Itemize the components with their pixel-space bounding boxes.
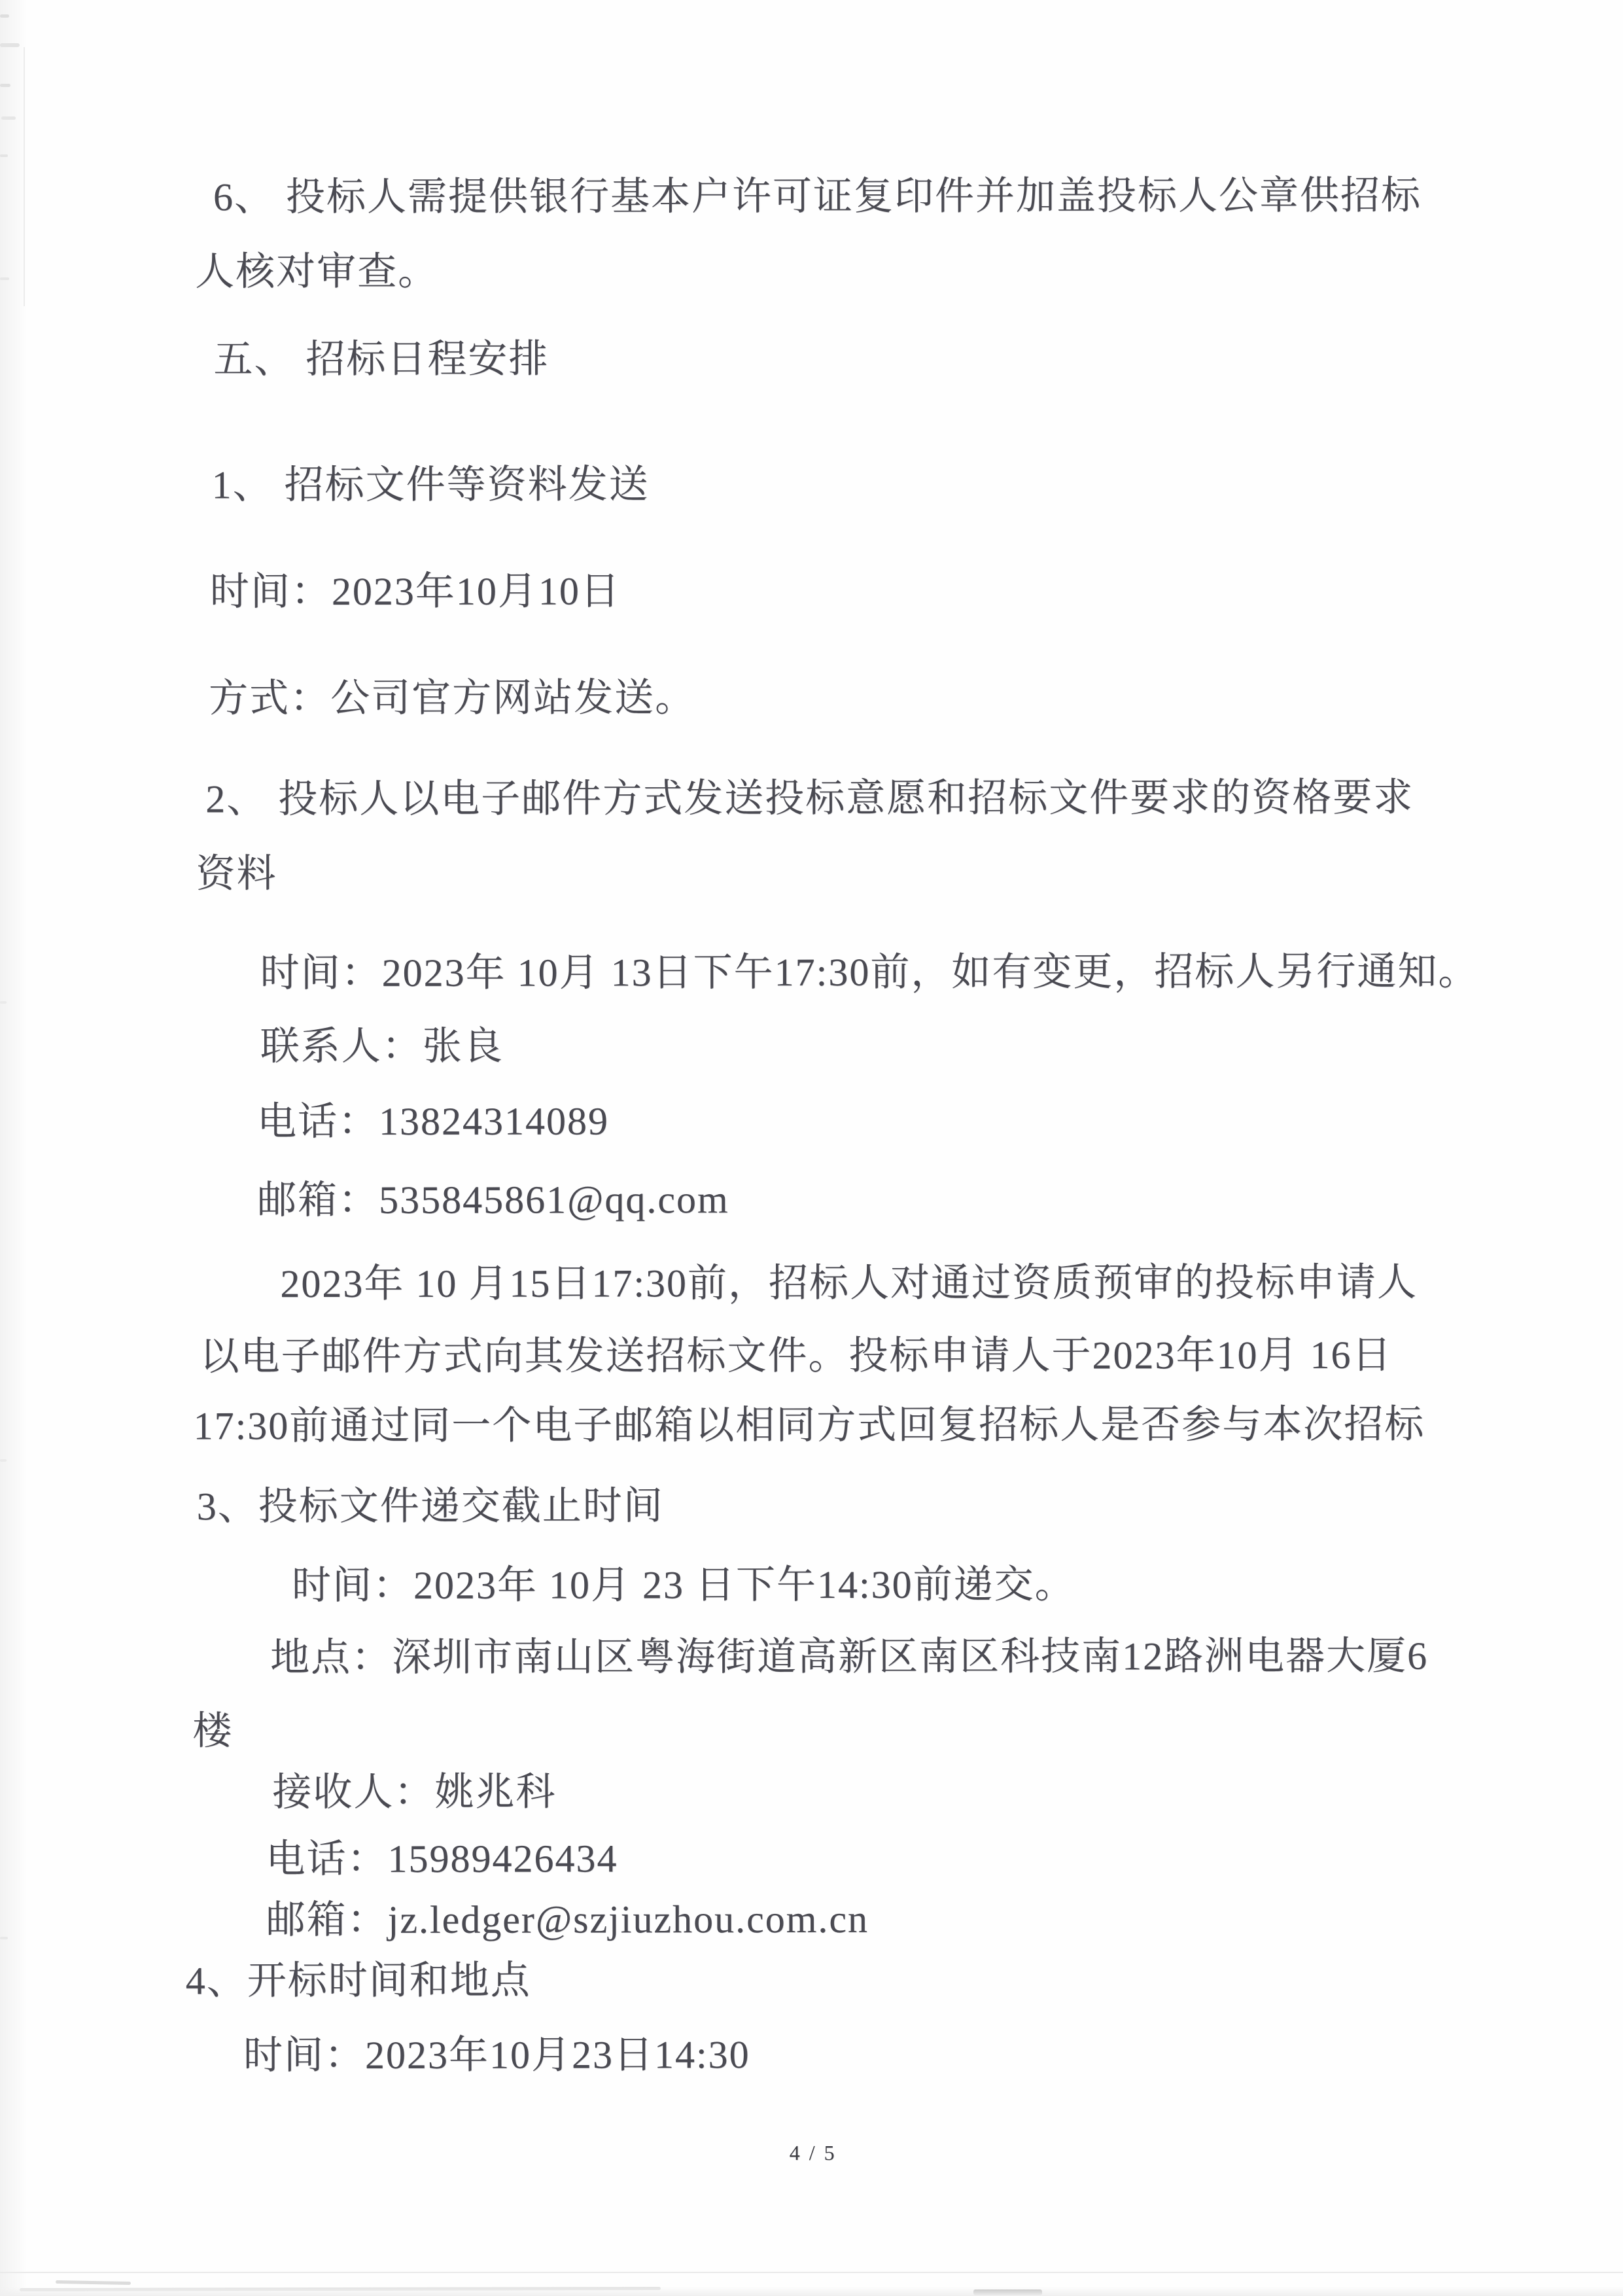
doc-line-item2-contact: 联系人：张良 [260,1024,504,1069]
doc-line-item2-email: 邮箱：535845861@qq.com [257,1178,729,1222]
doc-line-para-1: 2023年 10 月15日17:30前，招标人对通过资质预审的投标申请人 [280,1260,1418,1306]
doc-line-item6-1: 6、 投标人需提供银行基本户许可证复印件并加盖投标人公章供招标 [213,173,1422,219]
doc-line-item2-title-1: 2、 投标人以电子邮件方式发送投标意愿和招标文件要求的资格要求 [205,775,1414,821]
doc-line-item3-place-1: 地点：深圳市南山区粤海街道高新区南区科技南12路洲电器大厦6 [270,1634,1429,1680]
doc-line-para-2: 以电子邮件方式向其发送招标文件。投标申请人于2023年10月 16日 [200,1333,1393,1379]
doc-line-section5-title: 五、 招标日程安排 [213,337,550,381]
doc-line-item3-place-2: 楼 [192,1709,234,1753]
doc-line-item3-title: 3、投标文件递交截止时间 [196,1484,664,1528]
doc-line-item2-phone: 电话：13824314089 [256,1099,609,1144]
doc-line-item2-time: 时间：2023年 10月 13日下午17:30前，如有变更，招标人另行通知。 [260,949,1479,995]
doc-line-item1-method: 方式：公司官方网站发送。 [208,676,696,720]
doc-line-item3-phone: 电话：15989426434 [266,1837,618,1881]
doc-line-item4-time: 时间：2023年10月23日14:30 [243,2033,750,2077]
doc-line-item3-email: 邮箱：jz.ledger@szjiuzhou.com.cn [266,1897,869,1942]
doc-line-item3-time: 时间：2023年 10月 23 日下午14:30前递交。 [291,1563,1075,1608]
doc-line-item1-time: 时间：2023年10月10日 [209,569,621,614]
doc-line-item6-2: 人核对审查。 [195,249,439,294]
doc-line-item1-title: 1、 招标文件等资料发送 [211,463,650,507]
doc-line-para-3: 17:30前通过同一个电子邮箱以相同方式回复招标人是否参与本次招标 [193,1402,1425,1448]
doc-line-item4-title: 4、开标时间和地点 [185,1958,531,2003]
doc-line-item3-receiver: 接收人：姚兆科 [272,1770,557,1814]
doc-line-item2-title-2: 资料 [196,852,277,896]
page-number: 4 / 5 [789,2140,837,2165]
